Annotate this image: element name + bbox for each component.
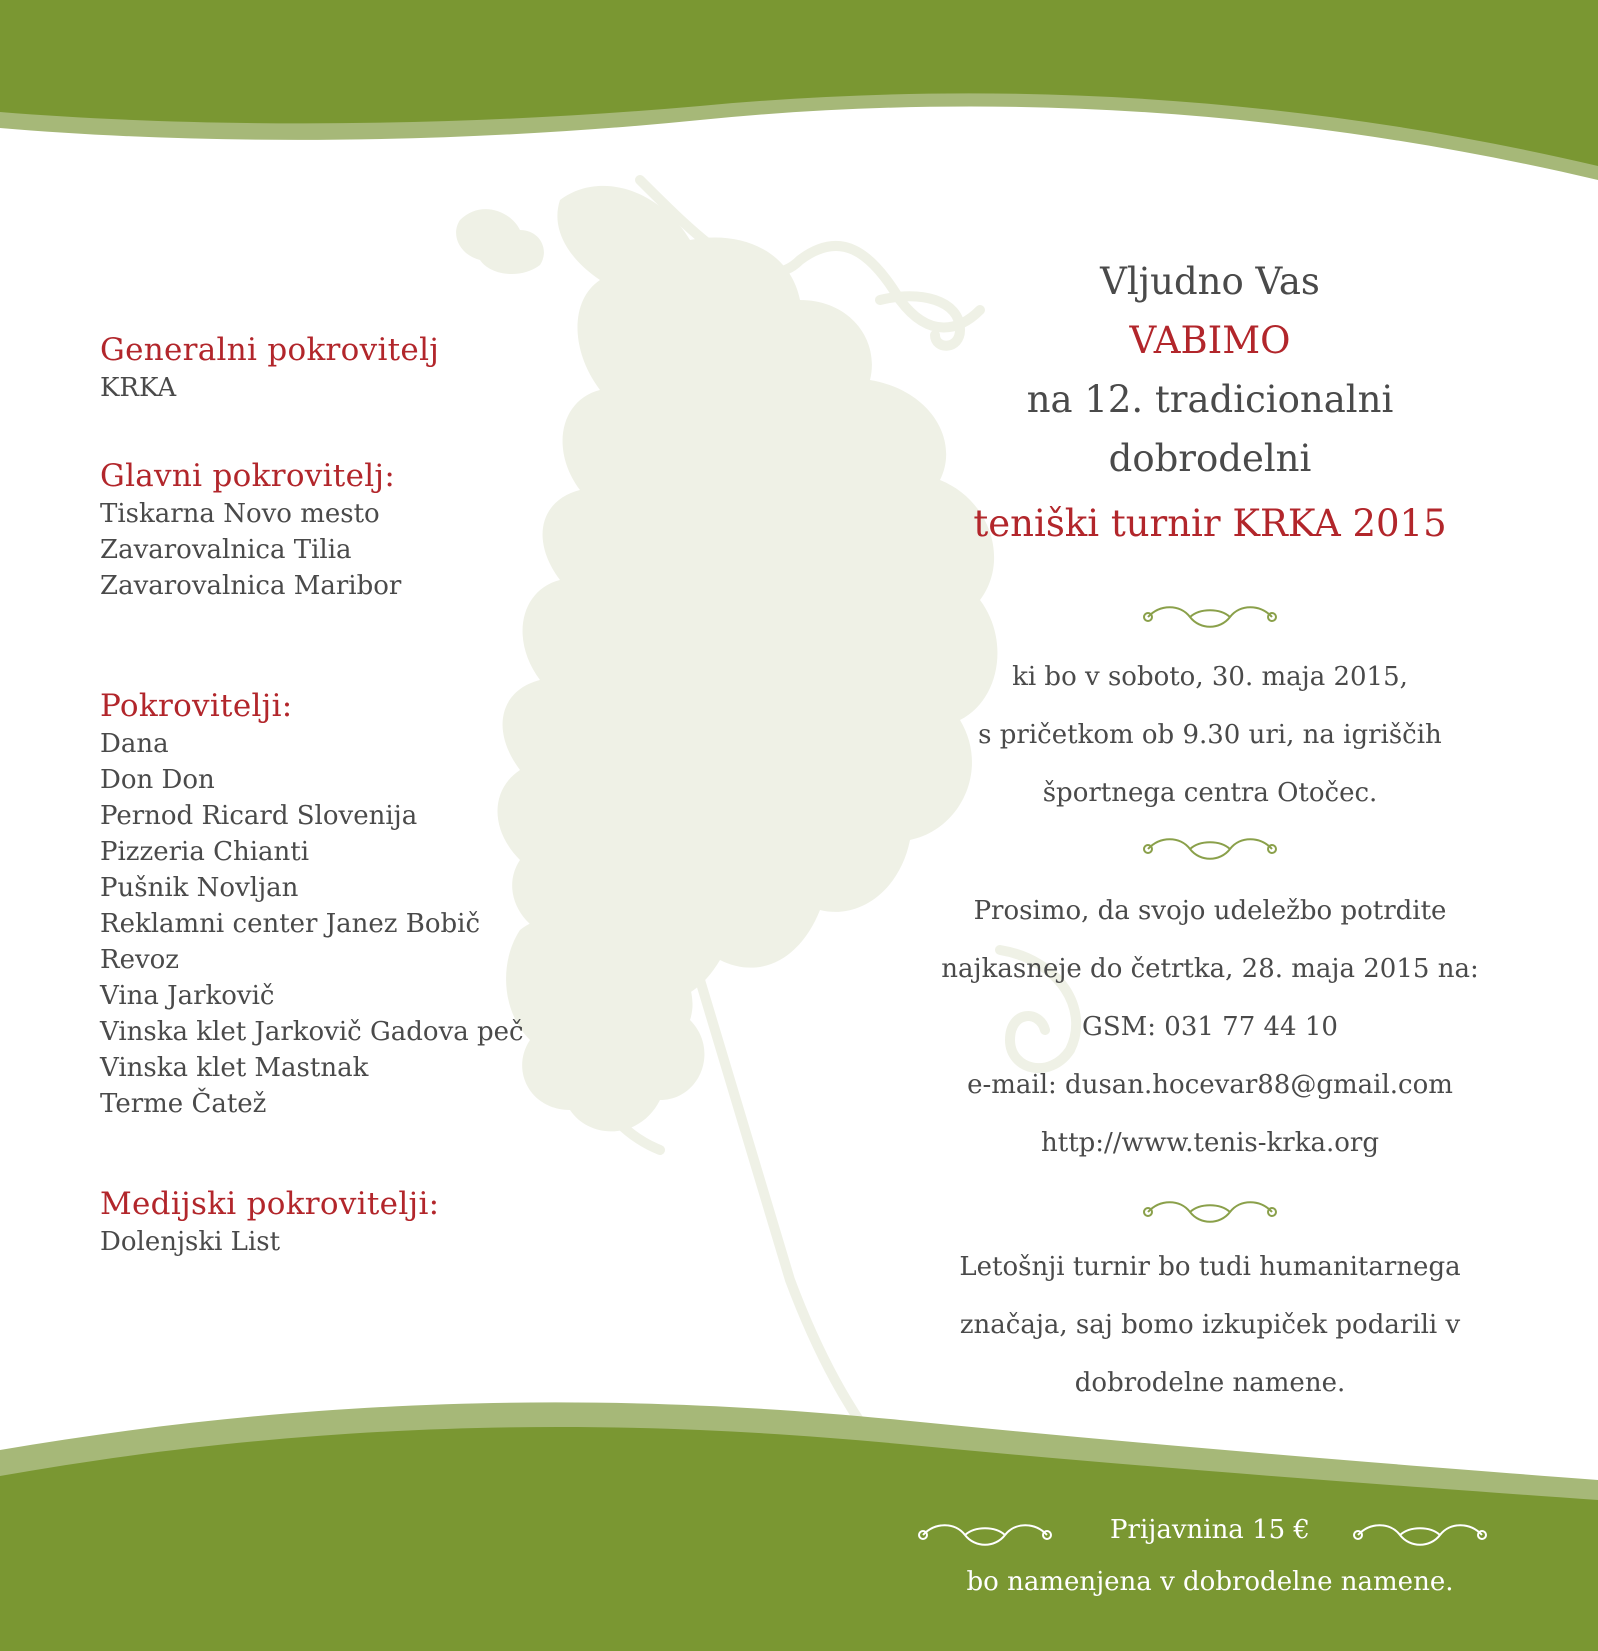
sponsors-column (100, 330, 620, 1260)
charity-line-3: dobrodelne namene. (1074, 1368, 1346, 1398)
flourish-divider-1 (1140, 600, 1280, 634)
sponsor-item: Vina Jarkovič (100, 981, 275, 1011)
invitation-headline (880, 252, 1540, 553)
flourish-divider-2 (1140, 832, 1280, 866)
sponsor-item: Vinska klet Jarkovič Gadova peč (100, 1017, 524, 1047)
rsvp-details (880, 882, 1540, 1172)
sponsors-title: Pokrovitelji: (100, 688, 293, 724)
sponsor-item: Pernod Ricard Slovenija (100, 801, 418, 831)
sponsor-item: Terme Čatež (100, 1089, 267, 1119)
charity-note (880, 1238, 1540, 1412)
rsvp-website[interactable]: http://www.tenis-krka.org (1041, 1128, 1379, 1158)
general-sponsor-title: Generalni pokrovitelj (100, 332, 440, 368)
sponsor-item: Vinska klet Mastnak (100, 1053, 369, 1083)
tournament-title: teniški turnir KRKA 2015 (973, 502, 1447, 545)
rsvp-line-2: najkasneje do četrtka, 28. maja 2015 na: (941, 954, 1479, 984)
flourish-divider-3 (1140, 1195, 1280, 1229)
sponsor-item: Tiskarna Novo mesto (100, 499, 380, 529)
invitation-line-1: Vljudno Vas (1100, 260, 1320, 303)
sponsor-item: Zavarovalnica Maribor (100, 571, 402, 601)
sponsor-item: Dolenjski List (100, 1227, 281, 1257)
sponsor-item: Pušnik Novljan (100, 873, 299, 903)
main-sponsor-section (100, 456, 620, 604)
general-sponsor-list (100, 370, 620, 406)
event-location: športnega centra Otočec. (1042, 778, 1378, 808)
sponsor-item: Revoz (100, 945, 180, 975)
main-sponsor-title: Glavni pokrovitelj: (100, 458, 396, 494)
registration-fee: Prijavnina 15 € (1110, 1515, 1310, 1545)
media-sponsor-section (100, 1184, 620, 1260)
sponsors-section (100, 686, 620, 1122)
charity-line-1: Letošnji turnir bo tudi humanitarnega (959, 1252, 1461, 1282)
sponsor-item: Don Don (100, 765, 215, 795)
invitation-line-4: dobrodelni (1108, 437, 1312, 480)
rsvp-gsm: GSM: 031 77 44 10 (1082, 1012, 1338, 1042)
fee-purpose: bo namenjena v dobrodelne namene. (966, 1567, 1454, 1597)
invitation-vabimo: VABIMO (1129, 319, 1291, 362)
sponsor-item: Zavarovalnica Tilia (100, 535, 352, 565)
rsvp-email[interactable]: e-mail: dusan.hocevar88@gmail.com (967, 1070, 1453, 1100)
sponsor-item: Reklamni center Janez Bobič (100, 909, 481, 939)
event-details (880, 648, 1540, 822)
top-wave (0, 0, 1598, 180)
media-sponsor-list (100, 1224, 620, 1260)
rsvp-line-1: Prosimo, da svojo udeležbo potrdite (973, 896, 1447, 926)
registration-fee-note (880, 1504, 1540, 1608)
invitation-line-3: na 12. tradicionalni (1026, 378, 1394, 421)
main-sponsor-list (100, 496, 620, 604)
sponsor-item: KRKA (100, 373, 177, 403)
media-sponsor-title: Medijski pokrovitelji: (100, 1186, 440, 1222)
event-time-venue: s pričetkom ob 9.30 uri, na igriščih (978, 720, 1442, 750)
charity-line-2: značaja, saj bomo izkupiček podarili v (959, 1310, 1461, 1340)
event-date: ki bo v soboto, 30. maja 2015, (1012, 662, 1408, 692)
sponsor-item: Dana (100, 729, 169, 759)
sponsors-list (100, 726, 620, 1122)
general-sponsor-section (100, 330, 620, 406)
sponsor-item: Pizzeria Chianti (100, 837, 310, 867)
